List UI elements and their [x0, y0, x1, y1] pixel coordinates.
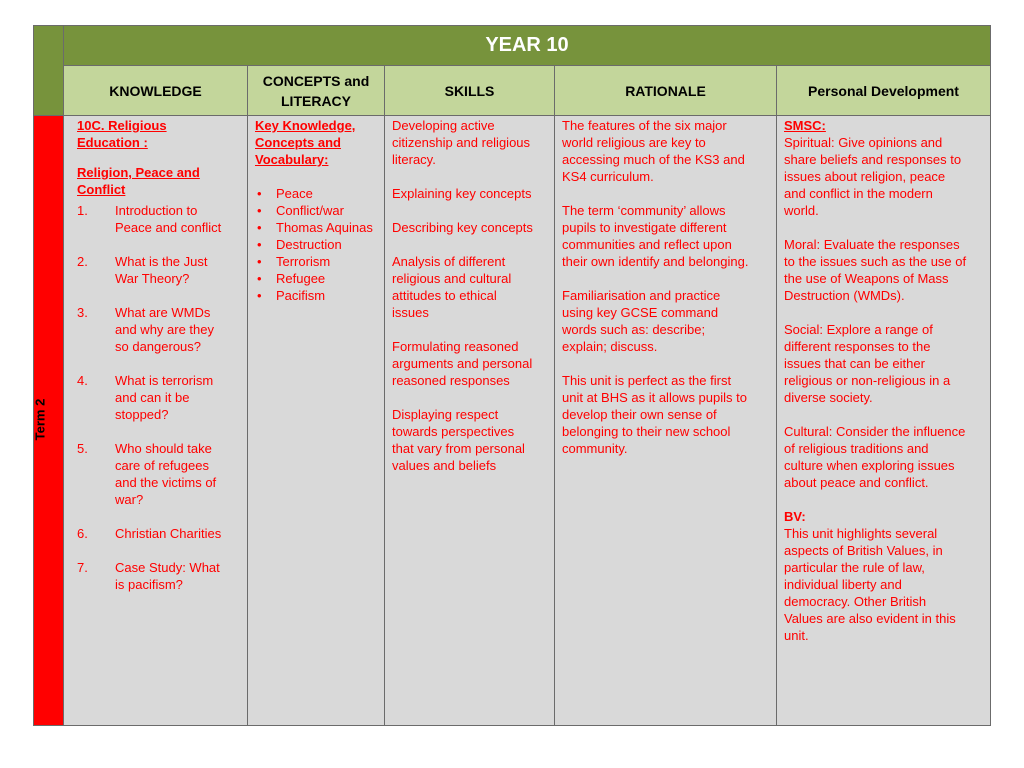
topic-item: 2. What is the Just War Theory? — [77, 254, 208, 286]
vocabulary-item: • Destruction — [257, 237, 342, 252]
smsc-paragraphs — [784, 134, 983, 491]
year-title: YEAR 10 — [63, 25, 991, 66]
bv-text: This unit highlights several aspects of British Values, in particular the rule of law, individual liberty and democracy. Other British Values are also evident in this unit. — [784, 526, 956, 643]
smsc-paragraph: Cultural: Consider the influence of religious traditions and culture when exploring issues about peace and conflict. — [784, 424, 966, 490]
header-skills: SKILLS — [384, 65, 555, 116]
vocabulary-item: • Refugee — [257, 271, 326, 286]
header-rationale: RATIONALE — [554, 65, 777, 116]
smsc-paragraph: Moral: Evaluate the responses to the issues such as the use of the use of Weapons of Mass Destruction (WMDs). — [784, 237, 967, 303]
topic-item: 5. Who should take care of refugees and the victims of war? — [77, 441, 217, 507]
unit-title: 10C. Religious Education : — [77, 118, 167, 150]
term-label: Term 2 — [32, 398, 48, 441]
vocabulary-list — [255, 185, 377, 304]
header-concepts: CONCEPTS and LITERACY — [247, 65, 385, 116]
skills-paragraph: Displaying respect towards perspectives that vary from personal values and beliefs — [392, 407, 525, 473]
skills-paragraph: Analysis of different religious and cultural attitudes to ethical issues — [392, 254, 512, 320]
concepts-cell — [247, 115, 385, 726]
header-knowledge: KNOWLEDGE — [63, 65, 248, 116]
vocabulary-item: • Thomas Aquinas — [257, 220, 373, 235]
skills-cell — [384, 115, 555, 726]
topic-list — [77, 202, 240, 593]
term-strip — [33, 115, 64, 726]
vocabulary-heading: Key Knowledge, Concepts and Vocabulary: — [255, 118, 356, 167]
personal-development-cell — [776, 115, 991, 726]
topic-item: 4. What is terrorism and can it be stopped? — [77, 373, 214, 422]
topic-item: 1. Introduction to Peace and conflict — [77, 203, 222, 235]
rationale-cell — [554, 115, 777, 726]
smsc-paragraph: Social: Explore a range of different responses to the issues that can be either religious or non-religious in a diverse society. — [784, 322, 951, 405]
vocabulary-item: • Terrorism — [257, 254, 331, 269]
skills-paragraph: Developing active citizenship and religious literacy. — [392, 118, 531, 167]
header-personal-development: Personal Development — [776, 65, 991, 116]
rationale-paragraph: Familiarisation and practice using key GCSE command words such as: describe; explain; discuss. — [562, 288, 721, 354]
rationale-paragraph: The term ‘community’ allows pupils to investigate different communities and reflect upon their own identify and belonging. — [562, 203, 749, 269]
bv-heading: BV: — [784, 509, 806, 524]
skills-paragraph: Describing key concepts — [392, 220, 533, 235]
skills-paragraph: Explaining key concepts — [392, 186, 532, 201]
topic-item: 3. What are WMDs and why are they so dangerous? — [77, 305, 215, 354]
vocabulary-item: • Pacifism — [257, 288, 326, 303]
knowledge-cell — [63, 115, 248, 726]
skills-paragraph: Formulating reasoned arguments and personal reasoned responses — [392, 339, 533, 388]
corner-cell — [33, 25, 64, 116]
rationale-paragraph: This unit is perfect as the first unit at BHS as it allows pupils to develop their own sense of belonging to their new school community. — [562, 373, 747, 456]
topic-title: Religion, Peace and Conflict — [77, 165, 200, 197]
smsc-heading: SMSC: — [784, 118, 826, 133]
vocabulary-item: • Peace — [257, 186, 313, 201]
vocabulary-item: • Conflict/war — [257, 203, 344, 218]
topic-item: 6. Christian Charities — [77, 526, 222, 541]
rationale-paragraph: The features of the six major world religious are key to accessing much of the KS3 and KS4 curriculum. — [562, 118, 745, 184]
smsc-paragraph: Spiritual: Give opinions and share beliefs and responses to issues about religion, peace and conflict in the modern world. — [784, 135, 962, 218]
topic-item: 7. Case Study: What is pacifism? — [77, 560, 220, 592]
